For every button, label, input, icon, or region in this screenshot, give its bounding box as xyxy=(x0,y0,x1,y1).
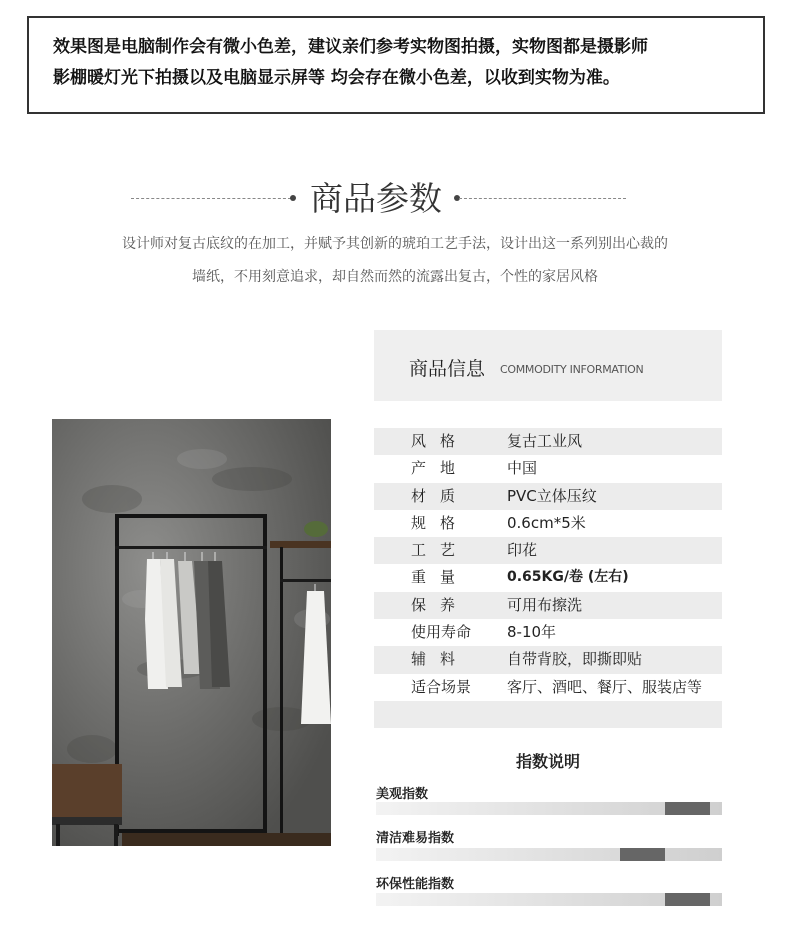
info-value: 复古工业风 xyxy=(507,432,583,450)
info-row-spec xyxy=(374,510,722,537)
info-row-scenes xyxy=(374,674,722,701)
info-value: 客厅、酒吧、餐厅、服装店等 xyxy=(507,677,703,696)
commodity-info-header xyxy=(374,330,722,401)
index-label-eco: 环保性能指数 xyxy=(376,877,455,892)
product-photo xyxy=(52,419,331,846)
info-value: PVC立体压纹 xyxy=(507,486,597,505)
heading-dot-left xyxy=(290,195,296,201)
intro-line-1: 设计师对复古底纹的在加工，并赋予其创新的琥珀工艺手法，设计出这一系列别出心裁的 xyxy=(122,236,668,252)
info-row-craft xyxy=(374,537,722,564)
color-notice-box xyxy=(27,16,765,114)
info-title-cn: 商品信息 xyxy=(409,358,486,380)
info-row-lifespan xyxy=(374,619,722,646)
index-bar-beauty xyxy=(376,802,722,815)
heading-divider-left xyxy=(131,198,291,199)
info-value: 可用布擦洗 xyxy=(507,595,583,614)
index-marker xyxy=(620,848,665,861)
heading-divider-right xyxy=(459,198,626,199)
index-label-cleaning: 清洁难易指数 xyxy=(376,831,455,846)
index-title: 指数说明 xyxy=(515,752,580,771)
info-key: 规格 xyxy=(411,513,470,532)
info-row-style xyxy=(374,428,722,455)
section-heading xyxy=(0,178,790,222)
index-label-beauty: 美观指数 xyxy=(376,787,429,802)
info-row-material xyxy=(374,483,722,510)
info-row-weight xyxy=(374,564,722,591)
info-key: 产地 xyxy=(411,459,470,478)
info-row-origin xyxy=(374,455,722,482)
info-value: 印花 xyxy=(507,541,538,560)
commodity-info-table xyxy=(374,428,722,728)
info-key: 工艺 xyxy=(411,541,470,560)
info-key: 辅料 xyxy=(411,650,470,669)
notice-line-1: 效果图是电脑制作会有微小色差，建议亲们参考实物图拍摄，实物图都是摄影师 xyxy=(53,37,648,57)
info-row-care xyxy=(374,592,722,619)
intro-line-2: 墙纸，不用刻意追求，却自然而然的流露出复古，个性的家居风格 xyxy=(192,269,598,285)
index-bar-eco xyxy=(376,893,722,906)
info-value: 中国 xyxy=(507,459,538,478)
clothing-rack-illustration xyxy=(52,419,331,846)
info-value: 0.65KG/卷 (左右) xyxy=(507,569,629,586)
info-key: 风格 xyxy=(411,432,470,450)
info-key: 材质 xyxy=(411,486,470,505)
index-bar-cleaning xyxy=(376,848,722,861)
info-value: 自带背胶，即撕即贴 xyxy=(507,650,643,669)
info-key: 使用寿命 xyxy=(411,623,472,642)
info-key: 重量 xyxy=(411,568,470,587)
info-value: 0.6cm*5米 xyxy=(507,513,586,532)
info-row-blank xyxy=(374,701,722,728)
info-title-en: COMMODITY INFORMATION xyxy=(500,363,644,376)
info-key: 适合场景 xyxy=(411,677,472,696)
section-title: 商品参数 xyxy=(310,179,442,218)
info-key: 保养 xyxy=(411,595,470,614)
info-row-accessory xyxy=(374,646,722,673)
index-marker xyxy=(665,893,710,906)
index-marker xyxy=(665,802,710,815)
info-value: 8-10年 xyxy=(507,623,557,642)
notice-line-2: 影棚暖灯光下拍摄以及电脑显示屏等 均会存在微小色差，以收到实物为准。 xyxy=(53,68,620,88)
